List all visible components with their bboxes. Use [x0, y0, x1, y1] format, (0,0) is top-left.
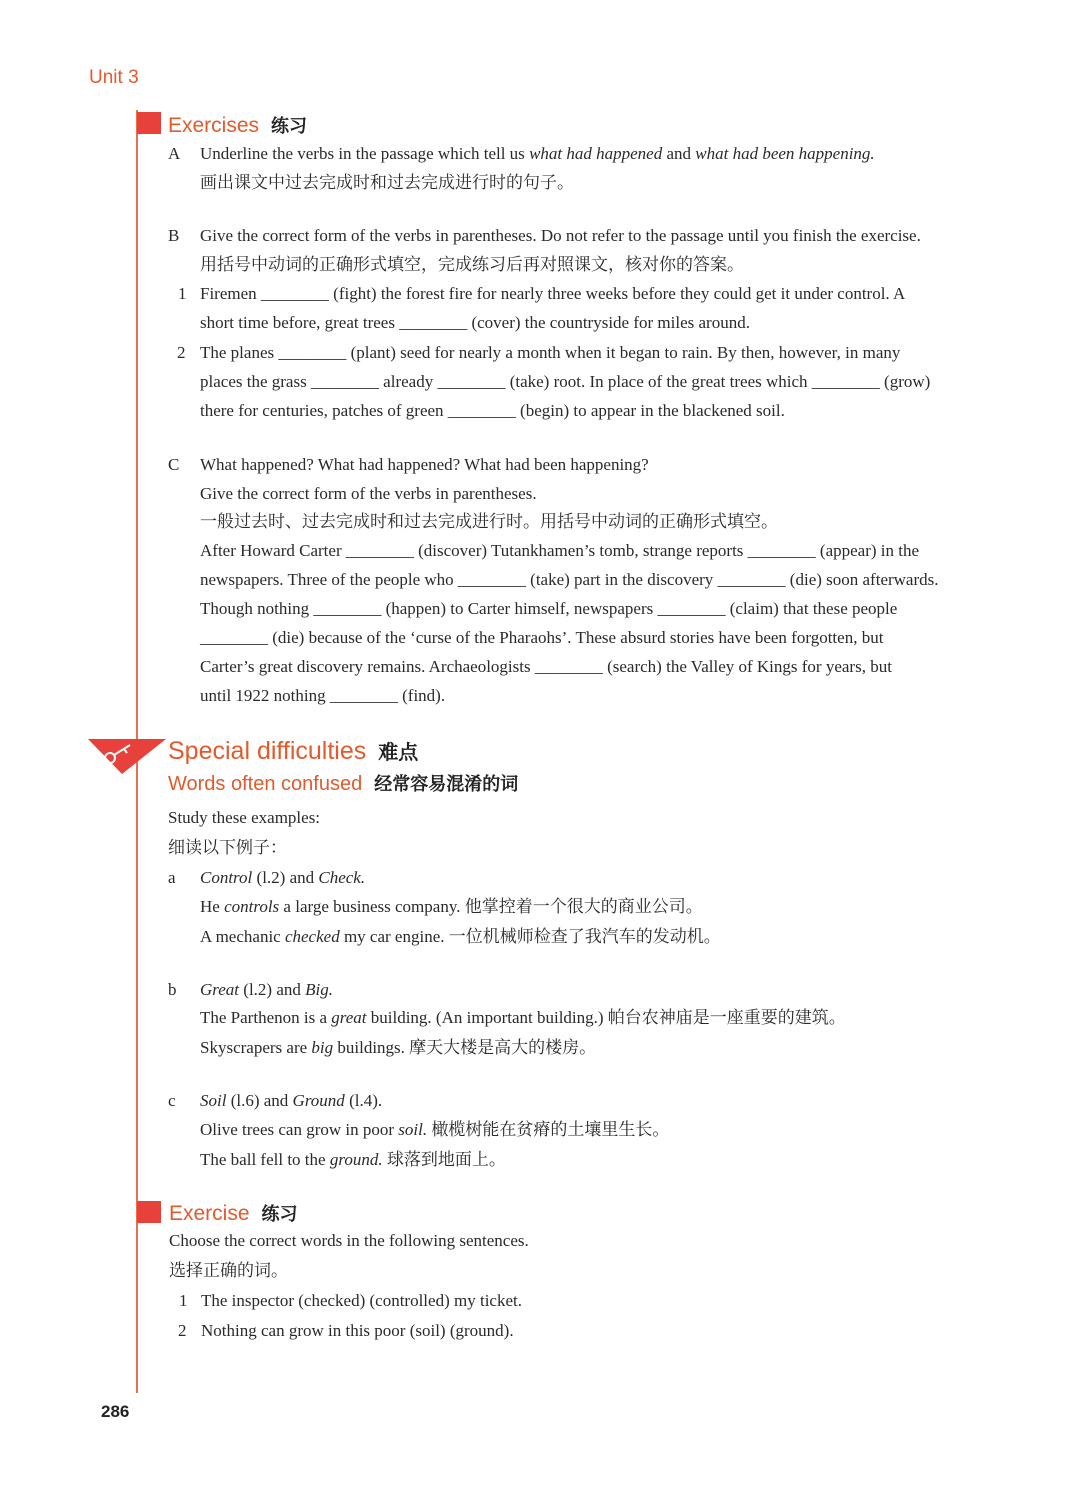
text-run: (l.2) and	[239, 980, 306, 999]
item-number: 2	[177, 343, 186, 362]
study-examples-text-cn: 细读以下例子：	[168, 838, 287, 857]
text-run: The ball fell to the	[200, 1150, 330, 1169]
example-a-sentence-2	[200, 925, 721, 949]
example-b-heading	[200, 978, 333, 1002]
item-number: 2	[178, 1321, 187, 1340]
exercise-c-passage-line: Carter’s great discovery remains. Archaeologists ________ (search) the Valley of Kings for years, but	[200, 657, 892, 676]
text-run-italic: what had happened	[529, 144, 663, 163]
example-c-heading	[200, 1089, 382, 1113]
text-run-italic: Control	[200, 868, 253, 887]
text-run: my car engine. 一位机械师检查了我汽车的发动机。	[339, 927, 721, 946]
item-number: 1	[179, 1291, 188, 1310]
special-difficulties-heading-cn: 难点	[378, 742, 419, 764]
exercise-b-item-2-line-3: there for centuries, patches of green ________ (begin) to appear in the blackened soil.	[200, 401, 785, 420]
text-run: 橄榄树能在贫瘠的土壤里生长。	[427, 1120, 670, 1139]
exercise-c-label: C	[168, 455, 180, 474]
text-run: (l.4).	[344, 1091, 383, 1110]
text-run: (l.2) and	[252, 868, 319, 887]
page-number: 286	[101, 1402, 130, 1421]
text-run-italic: big	[311, 1038, 334, 1057]
exercise-c-passage-line: After Howard Carter ________ (discover) Tutankhamen’s tomb, strange reports ________ (appear) in the	[200, 541, 920, 560]
text-run: and	[662, 144, 696, 163]
exercise-item-1: The inspector (checked) (controlled) my ticket.	[201, 1291, 522, 1310]
special-difficulties-heading	[168, 736, 418, 766]
exercise-c-passage-line: Though nothing ________ (happen) to Carter himself, newspapers ________ (claim) that these people	[200, 599, 898, 618]
example-c-sentence-2	[200, 1148, 506, 1172]
text-run-italic: Check.	[318, 868, 366, 887]
text-run: Olive trees can grow in poor	[200, 1120, 399, 1139]
example-b-label: b	[168, 980, 177, 999]
text-run: He	[200, 897, 225, 916]
section-marker	[137, 112, 161, 134]
text-run: A mechanic	[200, 927, 285, 946]
text-run-italic: controls	[224, 897, 280, 916]
text-run-italic: checked	[284, 927, 340, 946]
text-run-italic: Big.	[305, 980, 333, 999]
text-run-italic: Soil	[200, 1091, 227, 1110]
unit-label: Unit 3	[89, 67, 139, 88]
exercise-b-item-2-line-2: places the grass ________ already ________ (take) root. In place of the great trees which ________ (grow)	[200, 372, 931, 391]
text-run: The Parthenon is a	[200, 1008, 332, 1027]
exercise-c-line-1: What happened? What had happened? What had been happening?	[200, 455, 649, 474]
text-run-italic: ground.	[329, 1150, 383, 1169]
exercise-b-item-1-line-2: short time before, great trees ________ (cover) the countryside for miles around.	[200, 313, 750, 332]
words-often-confused-heading	[168, 770, 518, 796]
exercises-heading	[168, 112, 307, 138]
exercises-heading-en: Exercises	[168, 114, 260, 137]
text-run-italic: soil.	[398, 1120, 428, 1139]
text-run-italic: great	[331, 1008, 367, 1027]
exercise-b-instruction-cn: 用括号中动词的正确形式填空，完成练习后再对照课文，核对你的答案。	[200, 255, 744, 274]
exercise-a-instruction-cn: 画出课文中过去完成时和过去完成进行时的句子。	[200, 173, 574, 192]
exercise-heading-cn: 练习	[261, 1204, 298, 1224]
exercise-b-item-2-line-1: The planes ________ (plant) seed for nearly a month when it began to rain. By then, however, in many	[200, 343, 901, 362]
exercise-c-passage-line: newspapers. Three of the people who ________ (take) part in the discovery ________ (die) soon afterwards.	[200, 570, 939, 589]
exercise-item-2: Nothing can grow in this poor (soil) (ground).	[201, 1321, 514, 1340]
example-a-heading	[200, 866, 365, 890]
text-run: buildings. 摩天大楼是高大的楼房。	[333, 1038, 597, 1057]
text-run: Skyscrapers are	[200, 1038, 312, 1057]
item-number: 1	[178, 284, 187, 303]
key-icon	[88, 737, 168, 777]
text-run: building. (An important building.) 帕台农神庙是一座重要的建筑。	[366, 1008, 846, 1027]
example-a-sentence-1	[200, 895, 703, 919]
exercise-b-instruction: Give the correct form of the verbs in parentheses. Do not refer to the passage until you finish the exercise.	[200, 226, 921, 245]
exercise-a-label: A	[168, 144, 181, 163]
text-run: 球落到地面上。	[382, 1150, 506, 1169]
exercise-a-instruction	[200, 142, 875, 166]
exercise-heading	[169, 1200, 298, 1226]
example-b-sentence-2	[200, 1036, 596, 1060]
text-run: a large business company. 他掌控着一个很大的商业公司。	[279, 897, 703, 916]
exercise-b-item-1-line-1: Firemen ________ (fight) the forest fire for nearly three weeks before they could get it under control. A	[200, 284, 906, 303]
example-c-label: c	[168, 1091, 176, 1110]
exercise-c-passage-line: ________ (die) because of the ‘curse of the Pharaohs’. These absurd stories have been forgotten, but	[200, 628, 884, 647]
exercise-heading-en: Exercise	[169, 1202, 250, 1225]
example-c-sentence-1	[200, 1118, 669, 1142]
study-examples-text: Study these examples:	[168, 808, 321, 827]
exercise-c-line-2: Give the correct form of the verbs in parentheses.	[200, 484, 537, 503]
words-often-confused-heading-en: Words often confused	[168, 773, 363, 795]
example-a-label: a	[168, 868, 176, 887]
exercise-instruction: Choose the correct words in the following sentences.	[169, 1231, 529, 1250]
exercise-c-passage-line: until 1922 nothing ________ (find).	[200, 686, 446, 705]
section-marker	[137, 1201, 161, 1223]
text-run-italic: Great	[200, 980, 240, 999]
exercise-instruction-cn: 选择正确的词。	[169, 1261, 288, 1280]
text-run: (l.6) and	[226, 1091, 293, 1110]
text-run-italic: what had been happening.	[695, 144, 875, 163]
special-difficulties-heading-en: Special difficulties	[168, 737, 367, 765]
exercises-heading-cn: 练习	[271, 116, 308, 136]
words-often-confused-heading-cn: 经常容易混淆的词	[374, 774, 519, 794]
exercise-c-line-3: 一般过去时、过去完成时和过去完成进行时。用括号中动词的正确形式填空。	[200, 512, 778, 531]
exercise-b-label: B	[168, 226, 180, 245]
example-b-sentence-1	[200, 1006, 846, 1030]
text-run-italic: Ground	[292, 1091, 345, 1110]
text-run: Underline the verbs in the passage which tell us	[200, 144, 530, 163]
